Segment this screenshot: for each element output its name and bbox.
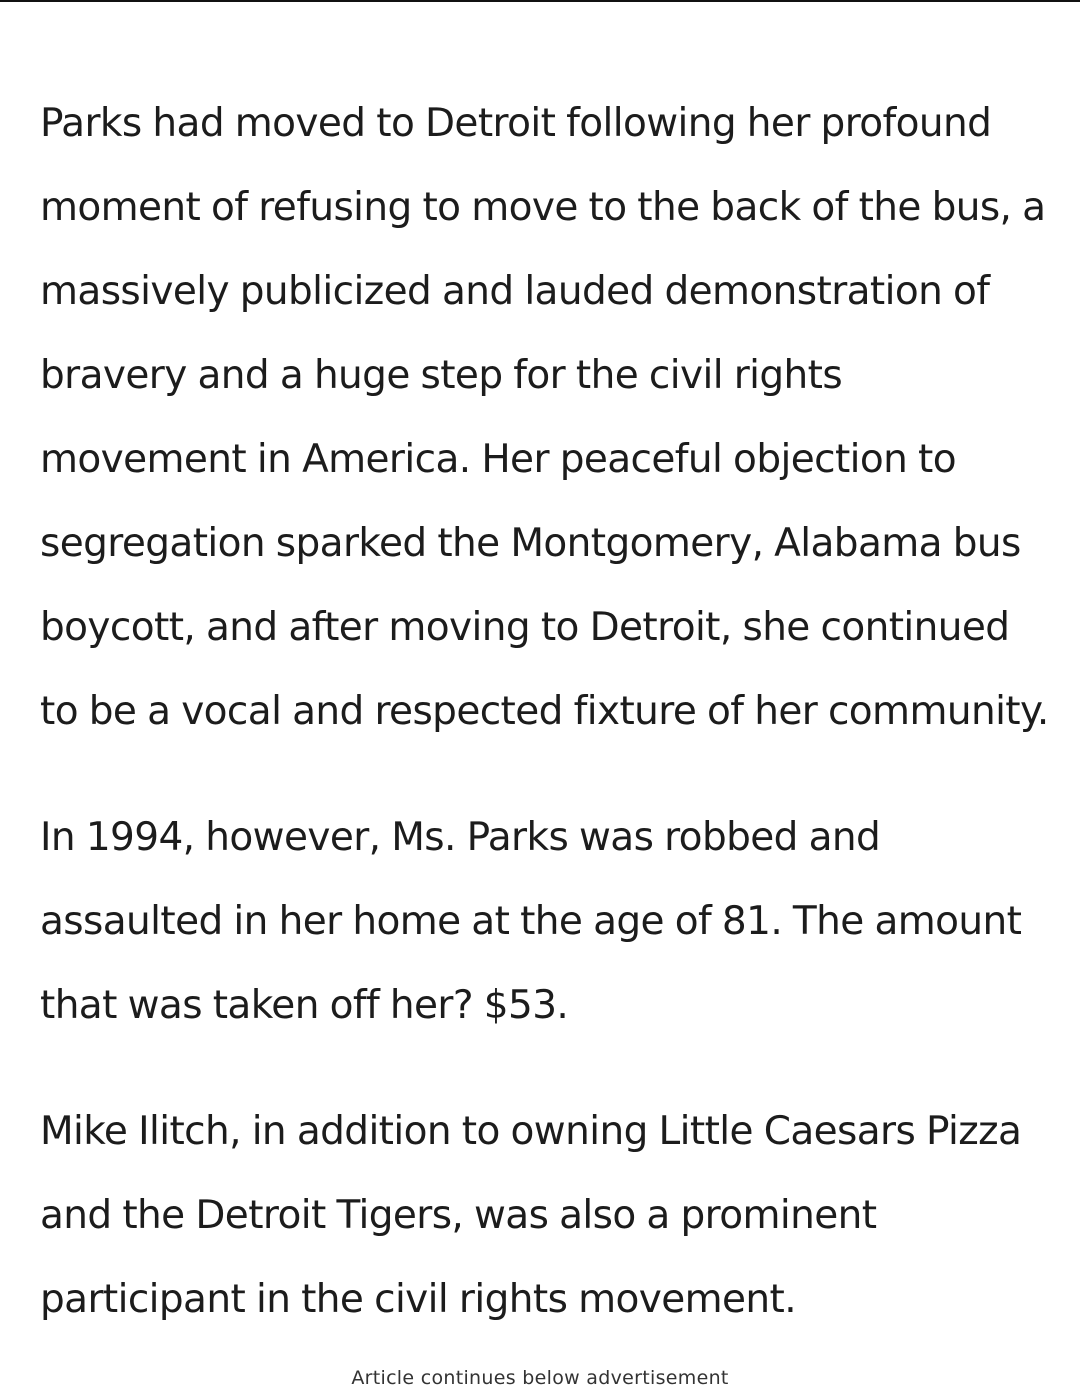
advertisement-notice: Article continues below advertisement: [351, 1367, 729, 1389]
article-paragraph: Mike Ilitch, in addition to owning Little Caesars Pizza and the Detroit Tigers, was also a prominent participant in the civil rights movement.: [40, 1109, 1022, 1322]
top-divider: [0, 0, 1080, 2]
article-body: [40, 82, 1050, 1384]
article-paragraph: Parks had moved to Detroit following her profound moment of refusing to move to the back of the bus, a massively publicized and lauded demonstration of bravery and a huge step for the civil rights movement in America. Her peaceful objection to segregation sparked the Montgomery, Alabama bus boycott, and after moving to Detroit, she continued to be a vocal and respected fixture of her community.: [40, 101, 1049, 734]
article-paragraph: In 1994, however, Ms. Parks was robbed and assaulted in her home at the age of 81. The amount that was taken off her? $53.: [40, 815, 1022, 1028]
